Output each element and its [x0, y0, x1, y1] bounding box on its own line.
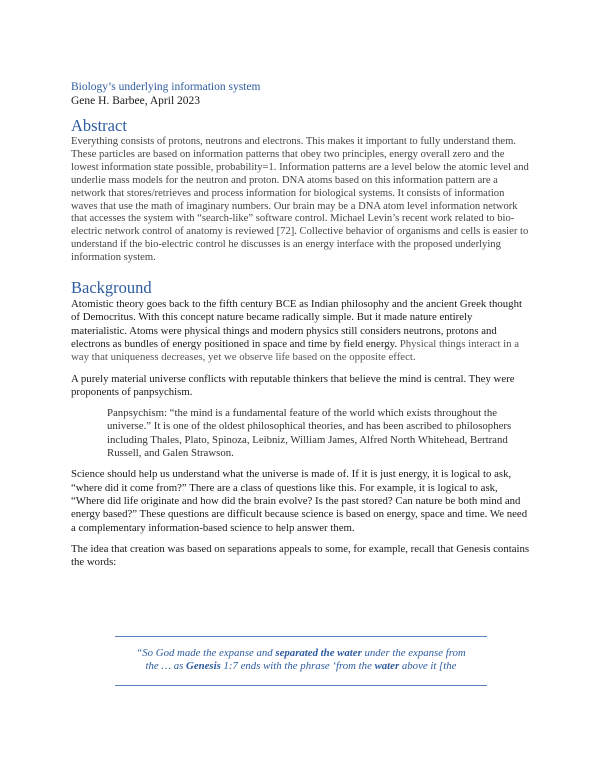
document-page [71, 80, 531, 569]
abstract-heading: Abstract [71, 116, 127, 135]
blockquote-text [115, 647, 487, 674]
bq-line1-c: under the expanse from [361, 647, 466, 659]
bq-line2-c: 1:7 ends with the phrase ‘from the [220, 660, 375, 673]
bq-line1-b: separated the water [275, 647, 362, 659]
genesis-blockquote [115, 636, 487, 674]
background-paragraph-4: The idea that creation was based on separations appeals to some, for example, recall that Genesis contains the words: [71, 542, 530, 569]
bq-line2-b: Genesis [186, 660, 221, 673]
background-paragraph-1 [71, 298, 531, 364]
background-paragraph-3: Science should help us understand what the universe is made of. If it is just energy, it is logical to ask, “where did it come from?” There are a class of questions like this. For example, it is logical to ask, “Where did life originate and how did the brain evolve? Is the past stored? Can nature be both mind and energy based?” These questions are difficult because science is based on energy, space and time. We need a complementary information-based science to help answer them. [71, 468, 528, 534]
bq-line1-a: “So God made the expanse and [136, 647, 276, 659]
background-paragraph-1-gray: Physical things interact in a way that uniqueness decreases, yet we observe life based on the opposite effect. [71, 337, 520, 364]
bq-line2-a: the … as [145, 660, 187, 673]
author-line: Gene H. Barbee, April 2023 [71, 95, 201, 107]
background-paragraph-2: A purely material universe conflicts with reputable thinkers that believe the mind is central. They were proponents of panpsychism. [71, 372, 515, 398]
blockquote-bottom-rule [115, 685, 487, 686]
abstract-paragraph: Everything consists of protons, neutrons and electrons. This makes it important to fully understand them. These particles are based on information patterns that obey two principles, energy overall zero and the lowest information state possible, probability=1. Information patterns are a level below the atomic level and underlie mass models for the neutron and proton. DNA atoms based on this information pattern are a network that stores/retrieves and process information for biological systems. It consists of information waves that use the math of imaginary numbers. Our brain may be a DNA atom level information network that accesses the system with “search-like” software control. Michael Levin’s recent work related to bio-electric network control of anatomy is reviewed [72]. Collective behavior of organisms and cells is easier to understand if the bio-electric control he discusses is an energy interface with the proposed underlying information system. [71, 136, 529, 264]
background-paragraph-1-main: Atomistic theory goes back to the fifth century BCE as Indian philosophy and the ancient Greek thought of Democritus. With this concept nature became radically simple. But it made nature entirely materialistic. Atoms were physical things and modern physics still considers neutrons, protons and electrons as bundles of energy positioned in space and time by field energy. [71, 298, 522, 350]
background-heading: Background [71, 278, 152, 298]
document-title: Biology’s underlying information system [71, 81, 261, 93]
panpsychism-quote: Panpsychism: “the mind is a fundamental feature of the world which exists throughout the universe.” It is one of the oldest philosophical theories, and has been ascribed to philosophers including Thales, Plato, Spinoza, Leibniz, William James, Alfred North Whitehead, Bertrand Russell, and Galen Strawson. [107, 407, 512, 460]
blockquote-top-rule [115, 636, 487, 637]
bq-line2-e: above it [the [399, 660, 457, 673]
bq-line2-d: water [374, 660, 400, 673]
